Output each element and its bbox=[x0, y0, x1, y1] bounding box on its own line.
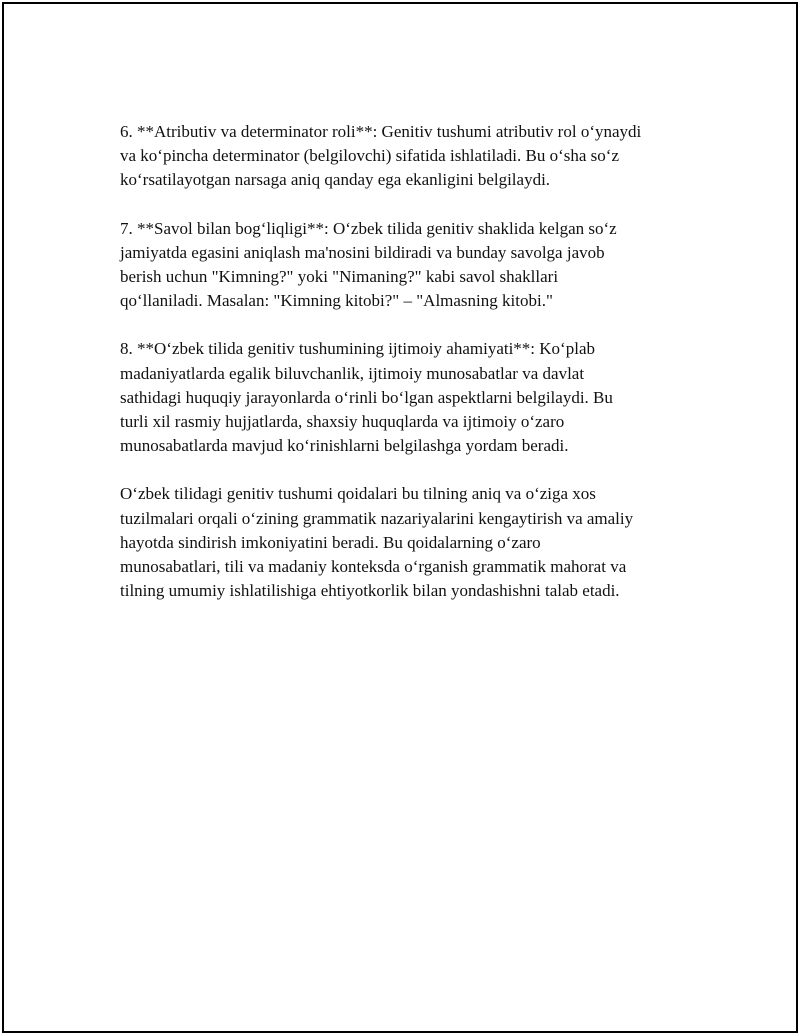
paragraph-attributive-role bbox=[120, 120, 700, 193]
text-line: O‘zbek tilidagi genitiv tushumi qoidalari bu tilning aniq va o‘ziga xos bbox=[120, 484, 596, 504]
text-line: tilning umumiy ishlatilishiga ehtiyotkorlik bilan yondashishni talab etadi. bbox=[120, 581, 620, 601]
text-line: va ko‘pincha determinator (belgilovchi) sifatida ishlatiladi. Bu o‘sha so‘z bbox=[120, 146, 619, 166]
document-body bbox=[120, 120, 700, 627]
paragraph-conclusion bbox=[120, 482, 700, 603]
text-line: hayotda sindirish imkoniyatini beradi. Bu qoidalarning o‘zaro bbox=[120, 532, 541, 552]
text-line: berish uchun "Kimning?" yoki "Nimaning?" kabi savol shakllari bbox=[120, 267, 559, 287]
text-line: munosabatlarda mavjud ko‘rinishlarni belgilashga yordam beradi. bbox=[120, 436, 569, 456]
text-line: tuzilmalari orqali o‘zining grammatik nazariyalarini kengaytirish va amaliy bbox=[120, 508, 634, 528]
text-line: turli xil rasmiy hujjatlarda, shaxsiy huquqlarda va ijtimoiy o‘zaro bbox=[120, 412, 565, 432]
text-line: 6. **Atributiv va determinator roli**: Genitiv tushumi atributiv rol o‘ynaydi bbox=[120, 122, 642, 141]
page-frame bbox=[2, 2, 798, 1033]
text-line: madaniyatlarda egalik biluvchanlik, ijtimoiy munosabatlar va davlat bbox=[120, 363, 585, 383]
text-line: jamiyatda egasini aniqlash ma'nosini bildiradi va bunday savolga javob bbox=[120, 242, 605, 262]
text-line: sathidagi huquqiy jarayonlarda o‘rinli bo‘lgan aspektlarni belgilaydi. Bu bbox=[120, 387, 613, 407]
text-line: 7. **Savol bilan bog‘liqligi**: O‘zbek tilida genitiv shaklida kelgan so‘z bbox=[120, 218, 617, 238]
paragraph-social-significance bbox=[120, 337, 700, 458]
text-line: 8. **O‘zbek tilida genitiv tushumining ijtimoiy ahamiyati**: Ko‘plab bbox=[120, 339, 595, 359]
text-line: ko‘rsatilayotgan narsaga aniq qanday ega ekanligini belgilaydi. bbox=[120, 170, 551, 190]
paragraph-question-relation bbox=[120, 217, 700, 314]
text-line: munosabatlari, tili va madaniy konteksda o‘rganish grammatik mahorat va bbox=[120, 557, 627, 577]
text-line: qo‘llaniladi. Masalan: "Kimning kitobi?" – "Almasning kitobi." bbox=[120, 291, 553, 311]
